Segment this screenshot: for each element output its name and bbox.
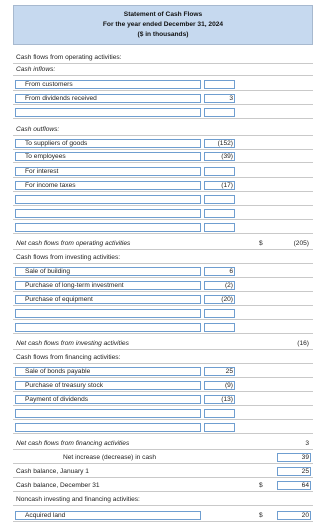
line-from-customers: From customers [13, 79, 313, 91]
amount-field[interactable] [204, 409, 235, 418]
amount-field[interactable] [204, 323, 235, 332]
net-operating-line: Net cash flows from operating activities $ (205) [13, 238, 313, 250]
blank-line [13, 322, 313, 334]
statement-period: For the year ended December 31, 2024 [102, 21, 224, 28]
operating-section-label: Cash flows from operating activities: [13, 52, 313, 64]
line-acquired-land: Acquired land $ 20 [13, 510, 313, 522]
statement-header [13, 5, 313, 45]
blank-line [13, 194, 313, 206]
line-payment-dividends: Payment of dividends (13) [13, 394, 313, 406]
net-investing-line: Net cash flows from investing activities (16) [13, 338, 313, 350]
label-field[interactable] [15, 409, 201, 418]
amount-field[interactable] [204, 209, 235, 218]
label-field[interactable] [15, 209, 201, 218]
line-purchase-equipment: Purchase of equipment (20) [13, 294, 313, 306]
investing-section-label: Cash flows from investing activities: [13, 252, 313, 264]
line-for-interest: For interest [13, 166, 313, 178]
noncash-label: Noncash investing and financing activities: [13, 494, 313, 506]
label-field[interactable] [15, 309, 201, 318]
line-to-employees: To employees (39) [13, 151, 313, 163]
amount-field[interactable] [204, 80, 235, 89]
amount-field[interactable] [204, 223, 235, 232]
blank-line [13, 208, 313, 220]
amount-field[interactable] [204, 423, 235, 432]
label-field[interactable] [15, 108, 201, 117]
balance-december-line: Cash balance, December 31 $ 64 [13, 480, 313, 492]
line-purchase-investment: Purchase of long-term investment (2) [13, 280, 313, 292]
balance-january-line: Cash balance, January 1 25 [13, 466, 313, 478]
blank-line [13, 107, 313, 119]
financing-section-label: Cash flows from financing activities: [13, 352, 313, 364]
blank-line [13, 408, 313, 420]
label-field[interactable] [15, 223, 201, 232]
label-field[interactable] [15, 423, 201, 432]
line-purchase-treasury: Purchase of treasury stock (9) [13, 380, 313, 392]
net-increase-line: Net increase (decrease) in cash 39 [13, 452, 313, 464]
blank-line [13, 422, 313, 434]
label-field[interactable] [15, 323, 201, 332]
amount-field[interactable] [204, 309, 235, 318]
statement-title: Statement of Cash Flows [123, 11, 203, 18]
statement-units: ($ in thousands) [137, 31, 189, 38]
line-sale-building: Sale of building 6 [13, 266, 313, 278]
amount-field[interactable] [204, 108, 235, 117]
amount-field[interactable] [204, 167, 235, 176]
line-to-suppliers: To suppliers of goods (152) [13, 138, 313, 150]
net-financing-line: Net cash flows from financing activities 3 [13, 438, 313, 450]
cash-outflows-label: Cash outflows: [13, 124, 313, 136]
line-from-dividends: From dividends received 3 [13, 93, 313, 105]
line-for-income-taxes: For income taxes (17) [13, 180, 313, 192]
blank-line [13, 222, 313, 234]
blank-line [13, 308, 313, 320]
cash-inflows-label: Cash inflows: [13, 64, 313, 76]
amount-field[interactable] [204, 195, 235, 204]
label-field[interactable] [15, 195, 201, 204]
line-sale-bonds: Sale of bonds payable 25 [13, 366, 313, 378]
